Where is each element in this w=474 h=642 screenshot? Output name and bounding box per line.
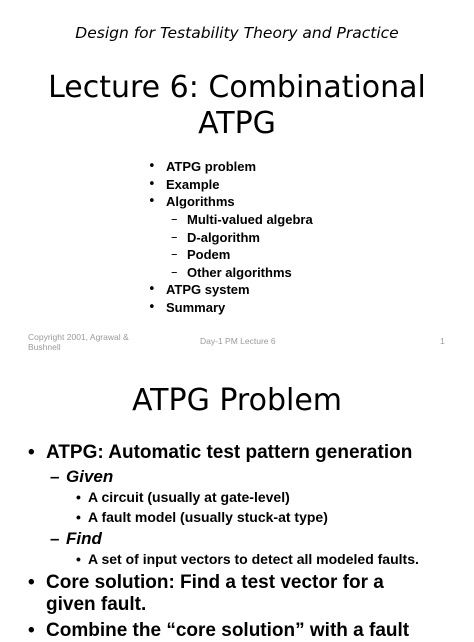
copyright-line-1: Copyright 2001, Agrawal & [28,332,129,342]
outline-item: ATPG problem [166,159,257,174]
outline-sub-item: Multi-valued algebra [187,212,313,227]
outline-sub-item: D-algorithm [187,230,260,245]
bullet-dot: • [148,300,156,315]
bullet-dot: • [76,551,81,567]
given-heading: Given [66,467,114,486]
outline-item: Example [166,177,220,192]
bullet-dot: • [76,489,81,505]
lecture-title-line-1: Lecture 6: Combinational [48,70,426,105]
content-item-line-1: Core solution: Find a test vector for a [46,572,384,593]
content-item: ATPG: Automatic test pattern generation [46,442,413,463]
outline-item: ATPG system [166,282,250,297]
copyright-footer [28,332,129,352]
dash-marker: – [171,247,178,262]
outline-item: Summary [166,300,226,315]
lecture-title [0,70,474,142]
outline-item: Algorithms [166,194,235,209]
bullet-dot: • [148,282,156,297]
bullet-dot: • [28,572,35,593]
given-item: A fault model (usually stuck-at type) [88,509,328,525]
content-item [46,572,384,616]
given-item: A circuit (usually at gate-level) [88,489,290,505]
bullet-dot: • [76,509,81,525]
bullet-dot: • [148,177,156,192]
page-number: 1 [440,336,445,346]
course-subtitle: Design for Testability Theory and Practice [75,24,399,42]
outline-sub-item: Other algorithms [187,265,292,280]
find-item: A set of input vectors to detect all modeled faults. [88,551,419,567]
dash-marker: – [171,212,178,227]
outline-sub-item: Podem [187,247,231,262]
dash-marker: – [171,265,178,280]
lecture-footer: Day-1 PM Lecture 6 [200,336,276,346]
dash-marker: – [50,467,60,486]
dash-marker: – [171,230,178,245]
content-item: Combine the “core solution” with a fault [46,620,410,641]
content-item-line-2: given fault. [46,594,147,615]
copyright-line-2: Bushnell [28,342,61,352]
bullet-dot: • [28,442,35,463]
bullet-dot: • [148,159,156,174]
slide-title: ATPG Problem [131,383,343,418]
bullet-dot: • [148,194,156,209]
bullet-dot: • [28,620,35,641]
lecture-title-line-2: ATPG [198,106,276,141]
slide-2 [0,366,474,641]
find-heading: Find [66,529,102,548]
dash-marker: – [50,529,60,548]
